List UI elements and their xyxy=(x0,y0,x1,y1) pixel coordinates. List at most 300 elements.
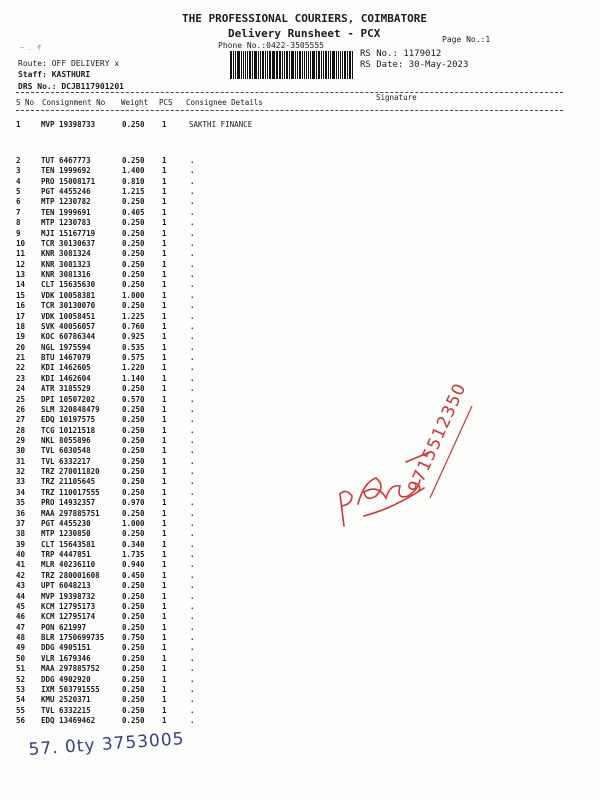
row-sno: 10 xyxy=(16,238,26,248)
row-marker: . xyxy=(190,467,195,477)
row-pcs: 1 xyxy=(162,601,167,611)
row-marker: . xyxy=(190,187,195,197)
row-sno: 19 xyxy=(16,332,26,342)
row-consignment-no: KCM 12795173 xyxy=(41,601,96,611)
row-weight: 0.250 xyxy=(122,425,145,435)
signature-phone: 9715512350 xyxy=(404,379,471,497)
signature-column-header: Signature xyxy=(376,93,417,102)
row-marker: . xyxy=(190,446,195,456)
row-pcs: 1 xyxy=(162,508,167,518)
table-row xyxy=(0,623,560,633)
row-pcs: 1 xyxy=(162,156,167,165)
row-marker: . xyxy=(190,653,195,663)
row-marker: . xyxy=(190,280,195,290)
row-consignment-no: BTU 1467079 xyxy=(41,353,91,363)
row-consignment-no: CLT 15635630 xyxy=(41,280,96,290)
row-weight: 1.735 xyxy=(122,550,145,560)
row-consignment-no: IXM 503791555 xyxy=(41,684,100,694)
row-sno: 43 xyxy=(16,581,26,591)
row-consignment-no: TVL 6030548 xyxy=(41,446,91,456)
row-marker: . xyxy=(190,425,195,435)
table-row xyxy=(0,592,560,602)
row-pcs: 1 xyxy=(162,311,167,321)
row-sno: 4 xyxy=(16,176,21,186)
row-pcs: 1 xyxy=(162,187,167,197)
row-pcs: 1 xyxy=(162,425,167,435)
staff: Staff: KASTHURI xyxy=(18,70,91,79)
table-row xyxy=(0,343,560,353)
row-marker: . xyxy=(190,612,195,622)
row-consignment-no: MAA 297885751 xyxy=(41,508,100,518)
handwritten-note: 57. 0ty 3753005 xyxy=(28,729,186,760)
row-marker: . xyxy=(190,529,195,539)
row-sno: 52 xyxy=(16,674,26,684)
row-marker: . xyxy=(190,311,195,321)
row-consignment-no: PGT 4455230 xyxy=(41,518,91,528)
row-sno: 34 xyxy=(16,487,26,497)
company-title: THE PROFESSIONAL COURIERS, COIMBATORE xyxy=(182,12,428,25)
row-consignment-no: DDG 4902920 xyxy=(41,674,91,684)
row-sno: 25 xyxy=(16,394,26,404)
row-pcs: 1 xyxy=(162,622,167,632)
row-pcs: 1 xyxy=(162,487,167,497)
row-consignment-no: PRO 14932357 xyxy=(41,498,96,508)
row-pcs: 1 xyxy=(162,684,167,694)
table-row xyxy=(0,675,560,685)
row-marker: . xyxy=(190,435,195,445)
row-consignment-no: TUT 6467773 xyxy=(41,156,91,165)
row-sno: 16 xyxy=(16,301,26,311)
row-marker: . xyxy=(190,508,195,518)
table-row xyxy=(0,353,560,363)
row-pcs: 1 xyxy=(162,477,167,487)
row-marker: . xyxy=(190,622,195,632)
row-pcs: 1 xyxy=(162,270,167,280)
row-marker: . xyxy=(190,674,195,684)
row-sno: 27 xyxy=(16,415,26,425)
row-consignment-no: BLR 1750699735 xyxy=(41,633,105,643)
row-weight: 0.250 xyxy=(122,156,145,165)
row-consignment-no: MVP 19398733 xyxy=(41,120,96,129)
column-header-consignee: Consignee Details xyxy=(186,98,263,107)
row-sno: 14 xyxy=(16,280,26,290)
row-consignment-no: TRZ 21105645 xyxy=(41,477,96,487)
row-weight: 0.250 xyxy=(122,612,145,622)
row-weight: 1.000 xyxy=(122,518,145,528)
row-sno: 40 xyxy=(16,550,26,560)
row-marker: . xyxy=(190,259,195,269)
table-row xyxy=(0,280,560,290)
row-marker: . xyxy=(190,560,195,570)
row-sno: 32 xyxy=(16,467,26,477)
row-pcs: 1 xyxy=(162,446,167,456)
rs-number: RS No.: 1179012 xyxy=(360,49,442,59)
row-pcs: 1 xyxy=(162,633,167,643)
table-row xyxy=(0,322,560,332)
row-consignment-no: SLM 320848479 xyxy=(41,404,100,414)
row-sno: 9 xyxy=(16,228,21,238)
row-marker: . xyxy=(190,570,195,580)
row-weight: 1.220 xyxy=(122,363,145,373)
row-sno: 13 xyxy=(16,270,26,280)
row-consignment-no: TRZ 280001608 xyxy=(41,570,100,580)
row-weight: 0.250 xyxy=(122,197,145,207)
row-sno: 44 xyxy=(16,591,26,601)
document-title: Delivery Runsheet - PCX xyxy=(228,27,381,40)
row-consignment-no: NGL 1975594 xyxy=(41,342,91,352)
row-weight: 0.250 xyxy=(122,280,145,290)
row-weight: 0.250 xyxy=(122,415,145,425)
row-weight: 1.140 xyxy=(122,373,145,383)
table-row xyxy=(0,332,560,342)
row-pcs: 1 xyxy=(162,321,167,331)
row-marker: . xyxy=(190,518,195,528)
column-header-pcs: PCS xyxy=(159,98,173,107)
row-weight: 0.250 xyxy=(122,467,145,477)
row-marker: . xyxy=(190,228,195,238)
row-consignment-no: MVP 19398732 xyxy=(41,591,96,601)
table-row xyxy=(0,156,560,166)
row-pcs: 1 xyxy=(162,373,167,383)
row-sno: 17 xyxy=(16,311,26,321)
row-consignment-no: KNR 3081324 xyxy=(41,249,91,259)
row-pcs: 1 xyxy=(162,581,167,591)
table-row xyxy=(0,270,560,280)
row-sno: 37 xyxy=(16,518,26,528)
table-row xyxy=(0,695,560,705)
row-marker: . xyxy=(190,684,195,694)
row-weight: 0.250 xyxy=(122,684,145,694)
row-weight: 0.250 xyxy=(122,228,145,238)
row-pcs: 1 xyxy=(162,332,167,342)
row-marker: . xyxy=(190,550,195,560)
row-consignment-no: EDQ 10197575 xyxy=(41,415,96,425)
row-marker: . xyxy=(190,487,195,497)
row-sno: 11 xyxy=(16,249,26,259)
row-sno: 23 xyxy=(16,373,26,383)
row-pcs: 1 xyxy=(162,695,167,705)
row-pcs: 1 xyxy=(162,550,167,560)
row-weight: 0.250 xyxy=(122,456,145,466)
row-weight: 0.250 xyxy=(122,664,145,674)
row-pcs: 1 xyxy=(162,498,167,508)
row-pcs: 1 xyxy=(162,612,167,622)
table-row xyxy=(0,229,560,239)
row-consignee: SAKTHI FINANCE xyxy=(189,120,253,129)
row-marker: . xyxy=(190,156,195,165)
row-pcs: 1 xyxy=(162,228,167,238)
row-consignment-no: VLR 1679346 xyxy=(41,653,91,663)
row-pcs: 1 xyxy=(162,259,167,269)
row-weight: 0.405 xyxy=(122,207,145,217)
row-sno: 2 xyxy=(16,156,21,165)
row-sno: 45 xyxy=(16,601,26,611)
row-marker: . xyxy=(190,539,195,549)
row-consignment-no: DPI 10507202 xyxy=(41,394,96,404)
row-marker: . xyxy=(190,477,195,487)
row-marker: . xyxy=(190,601,195,611)
row-pcs: 1 xyxy=(162,705,167,715)
table-row xyxy=(0,706,560,716)
row-sno: 29 xyxy=(16,435,26,445)
row-pcs: 1 xyxy=(162,715,167,725)
row-pcs: 1 xyxy=(162,539,167,549)
row-sno: 12 xyxy=(16,259,26,269)
row-weight: 0.250 xyxy=(122,529,145,539)
table-row xyxy=(0,260,560,270)
row-weight: 0.760 xyxy=(122,321,145,331)
table-row xyxy=(0,685,560,695)
row-weight: 0.250 xyxy=(122,218,145,228)
row-consignment-no: KMU 2520371 xyxy=(41,695,91,705)
row-pcs: 1 xyxy=(162,404,167,414)
row-weight: 0.250 xyxy=(122,259,145,269)
row-consignment-no: EDQ 13469462 xyxy=(41,715,96,725)
row-sno: 42 xyxy=(16,570,26,580)
row-marker: . xyxy=(190,197,195,207)
row-pcs: 1 xyxy=(162,290,167,300)
row-pcs: 1 xyxy=(162,394,167,404)
row-marker: . xyxy=(190,321,195,331)
row-sno: 36 xyxy=(16,508,26,518)
row-pcs: 1 xyxy=(162,643,167,653)
row-weight: 0.250 xyxy=(122,238,145,248)
row-weight: 0.570 xyxy=(122,394,145,404)
table-row xyxy=(0,643,560,653)
row-sno: 50 xyxy=(16,653,26,663)
row-sno: 30 xyxy=(16,446,26,456)
table-row xyxy=(0,197,560,207)
row-consignment-no: UPT 6048213 xyxy=(41,581,91,591)
row-consignment-no: MTP 1230783 xyxy=(41,218,91,228)
row-pcs: 1 xyxy=(162,529,167,539)
row-sno: 1 xyxy=(16,120,21,129)
row-weight: 0.250 xyxy=(122,591,145,601)
column-header-sno: S No xyxy=(16,98,35,107)
table-row xyxy=(0,301,560,311)
row-pcs: 1 xyxy=(162,218,167,228)
row-marker: . xyxy=(190,705,195,715)
row-marker: . xyxy=(190,384,195,394)
row-pcs: 1 xyxy=(162,207,167,217)
table-row xyxy=(0,560,560,570)
row-pcs: 1 xyxy=(162,363,167,373)
row-consignment-no: KNR 3081316 xyxy=(41,270,91,280)
row-weight: 1.215 xyxy=(122,187,145,197)
row-consignment-no: MTP 1230850 xyxy=(41,529,91,539)
row-sno: 7 xyxy=(16,207,21,217)
column-header-weight: Weight xyxy=(121,98,149,107)
row-consignment-no: TCR 30130070 xyxy=(41,301,96,311)
row-marker: . xyxy=(190,591,195,601)
barcode xyxy=(230,51,354,79)
row-marker: . xyxy=(190,342,195,352)
row-weight: 0.250 xyxy=(122,384,145,394)
table-row xyxy=(0,571,560,581)
row-consignment-no: MTP 1230782 xyxy=(41,197,91,207)
row-pcs: 1 xyxy=(162,238,167,248)
row-weight: 0.340 xyxy=(122,539,145,549)
row-weight: 0.250 xyxy=(122,653,145,663)
row-marker: . xyxy=(190,353,195,363)
row-sno: 20 xyxy=(16,342,26,352)
row-marker: . xyxy=(190,456,195,466)
row-marker: . xyxy=(190,715,195,725)
row-marker: . xyxy=(190,218,195,228)
signature-stamp xyxy=(334,376,484,546)
row-weight: 0.535 xyxy=(122,342,145,352)
table-row xyxy=(0,187,560,197)
column-header-consignment: Consignment No xyxy=(42,98,106,107)
page-number: Page No.:1 xyxy=(442,35,491,44)
row-weight: 0.250 xyxy=(122,695,145,705)
row-consignment-no: MJI 15167719 xyxy=(41,228,96,238)
row-weight: 0.250 xyxy=(122,508,145,518)
row-weight: 0.250 xyxy=(122,715,145,725)
row-pcs: 1 xyxy=(162,280,167,290)
table-row xyxy=(0,239,560,249)
row-marker: . xyxy=(190,238,195,248)
row-sno: 5 xyxy=(16,187,21,197)
row-sno: 48 xyxy=(16,633,26,643)
row-weight: 0.250 xyxy=(122,487,145,497)
row-pcs: 1 xyxy=(162,560,167,570)
table-row xyxy=(0,249,560,259)
row-consignment-no: KDI 1462605 xyxy=(41,363,91,373)
row-weight: 1.225 xyxy=(122,311,145,321)
row-marker: . xyxy=(190,643,195,653)
row-marker: . xyxy=(190,404,195,414)
row-marker: . xyxy=(190,695,195,705)
row-weight: 0.250 xyxy=(122,643,145,653)
table-row xyxy=(0,166,560,176)
row-sno: 41 xyxy=(16,560,26,570)
table-row xyxy=(0,612,560,622)
row-marker: . xyxy=(190,249,195,259)
row-pcs: 1 xyxy=(162,197,167,207)
row-marker: . xyxy=(190,415,195,425)
row-marker: . xyxy=(190,176,195,186)
table-row xyxy=(0,218,560,228)
row-pcs: 1 xyxy=(162,435,167,445)
row-weight: 0.450 xyxy=(122,570,145,580)
row-sno: 54 xyxy=(16,695,26,705)
rs-date: RS Date: 30-May-2023 xyxy=(360,60,469,70)
row-pcs: 1 xyxy=(162,674,167,684)
row-marker: . xyxy=(190,498,195,508)
row-sno: 56 xyxy=(16,715,26,725)
table-row xyxy=(0,291,560,301)
row-weight: 0.925 xyxy=(122,332,145,342)
route: Route: OFF DELIVERY x xyxy=(18,59,120,68)
row-pcs: 1 xyxy=(162,342,167,352)
row-sno: 55 xyxy=(16,705,26,715)
row-sno: 39 xyxy=(16,539,26,549)
row-sno: 51 xyxy=(16,664,26,674)
row-consignment-no: TVL 6332215 xyxy=(41,705,91,715)
row-pcs: 1 xyxy=(162,301,167,311)
row-weight: 0.575 xyxy=(122,353,145,363)
row-consignment-no: DDG 4905151 xyxy=(41,643,91,653)
row-marker: . xyxy=(190,664,195,674)
row-weight: 0.250 xyxy=(122,301,145,311)
row-sno: 26 xyxy=(16,404,26,414)
row-marker: . xyxy=(190,633,195,643)
row-weight: 0.810 xyxy=(122,176,145,186)
row-pcs: 1 xyxy=(162,570,167,580)
row-pcs: 1 xyxy=(162,120,167,129)
row-marker: . xyxy=(190,373,195,383)
row-consignment-no: VDK 10058451 xyxy=(41,311,96,321)
row-weight: 0.250 xyxy=(122,249,145,259)
row-consignment-no: PRO 15008171 xyxy=(41,176,96,186)
row-sno: 35 xyxy=(16,498,26,508)
table-row xyxy=(0,312,560,322)
row-pcs: 1 xyxy=(162,415,167,425)
row-consignment-no: KOC 60786344 xyxy=(41,332,96,342)
row-sno: 28 xyxy=(16,425,26,435)
row-consignment-no: ATR 3185529 xyxy=(41,384,91,394)
row-sno: 18 xyxy=(16,321,26,331)
row-pcs: 1 xyxy=(162,249,167,259)
row-sno: 46 xyxy=(16,612,26,622)
row-consignment-no: CLT 15643581 xyxy=(41,539,96,549)
row-consignment-no: TRP 4447851 xyxy=(41,550,91,560)
row-sno: 3 xyxy=(16,166,21,176)
row-marker: . xyxy=(190,290,195,300)
row-marker: . xyxy=(190,301,195,311)
row-marker: . xyxy=(190,207,195,217)
row-marker: . xyxy=(190,581,195,591)
table-row xyxy=(0,550,560,560)
divider-top xyxy=(16,92,563,93)
row-weight: 0.250 xyxy=(122,622,145,632)
row-sno: 24 xyxy=(16,384,26,394)
row-sno: 31 xyxy=(16,456,26,466)
table-row xyxy=(0,654,560,664)
table-row xyxy=(0,716,560,726)
row-weight: 0.940 xyxy=(122,560,145,570)
row-weight: 0.250 xyxy=(122,446,145,456)
row-sno: 47 xyxy=(16,622,26,632)
table-row xyxy=(0,120,560,130)
row-pcs: 1 xyxy=(162,518,167,528)
row-weight: 0.750 xyxy=(122,633,145,643)
row-weight: 0.250 xyxy=(122,674,145,684)
row-weight: 0.250 xyxy=(122,581,145,591)
row-weight: 0.250 xyxy=(122,270,145,280)
row-sno: 33 xyxy=(16,477,26,487)
row-pcs: 1 xyxy=(162,166,167,176)
row-weight: 0.250 xyxy=(122,120,145,129)
row-marker: . xyxy=(190,270,195,280)
row-sno: 15 xyxy=(16,290,26,300)
row-pcs: 1 xyxy=(162,467,167,477)
row-marker: . xyxy=(190,394,195,404)
row-sno: 53 xyxy=(16,684,26,694)
row-consignment-no: PGT 4455246 xyxy=(41,187,91,197)
row-sno: 6 xyxy=(16,197,21,207)
row-marker: . xyxy=(190,332,195,342)
row-consignment-no: TEN 1999692 xyxy=(41,166,91,176)
row-pcs: 1 xyxy=(162,176,167,186)
row-consignment-no: KDI 1462604 xyxy=(41,373,91,383)
row-weight: 0.250 xyxy=(122,435,145,445)
row-sno: 22 xyxy=(16,363,26,373)
row-weight: 0.970 xyxy=(122,498,145,508)
row-weight: 0.250 xyxy=(122,404,145,414)
row-consignment-no: TRZ 270011820 xyxy=(41,467,100,477)
